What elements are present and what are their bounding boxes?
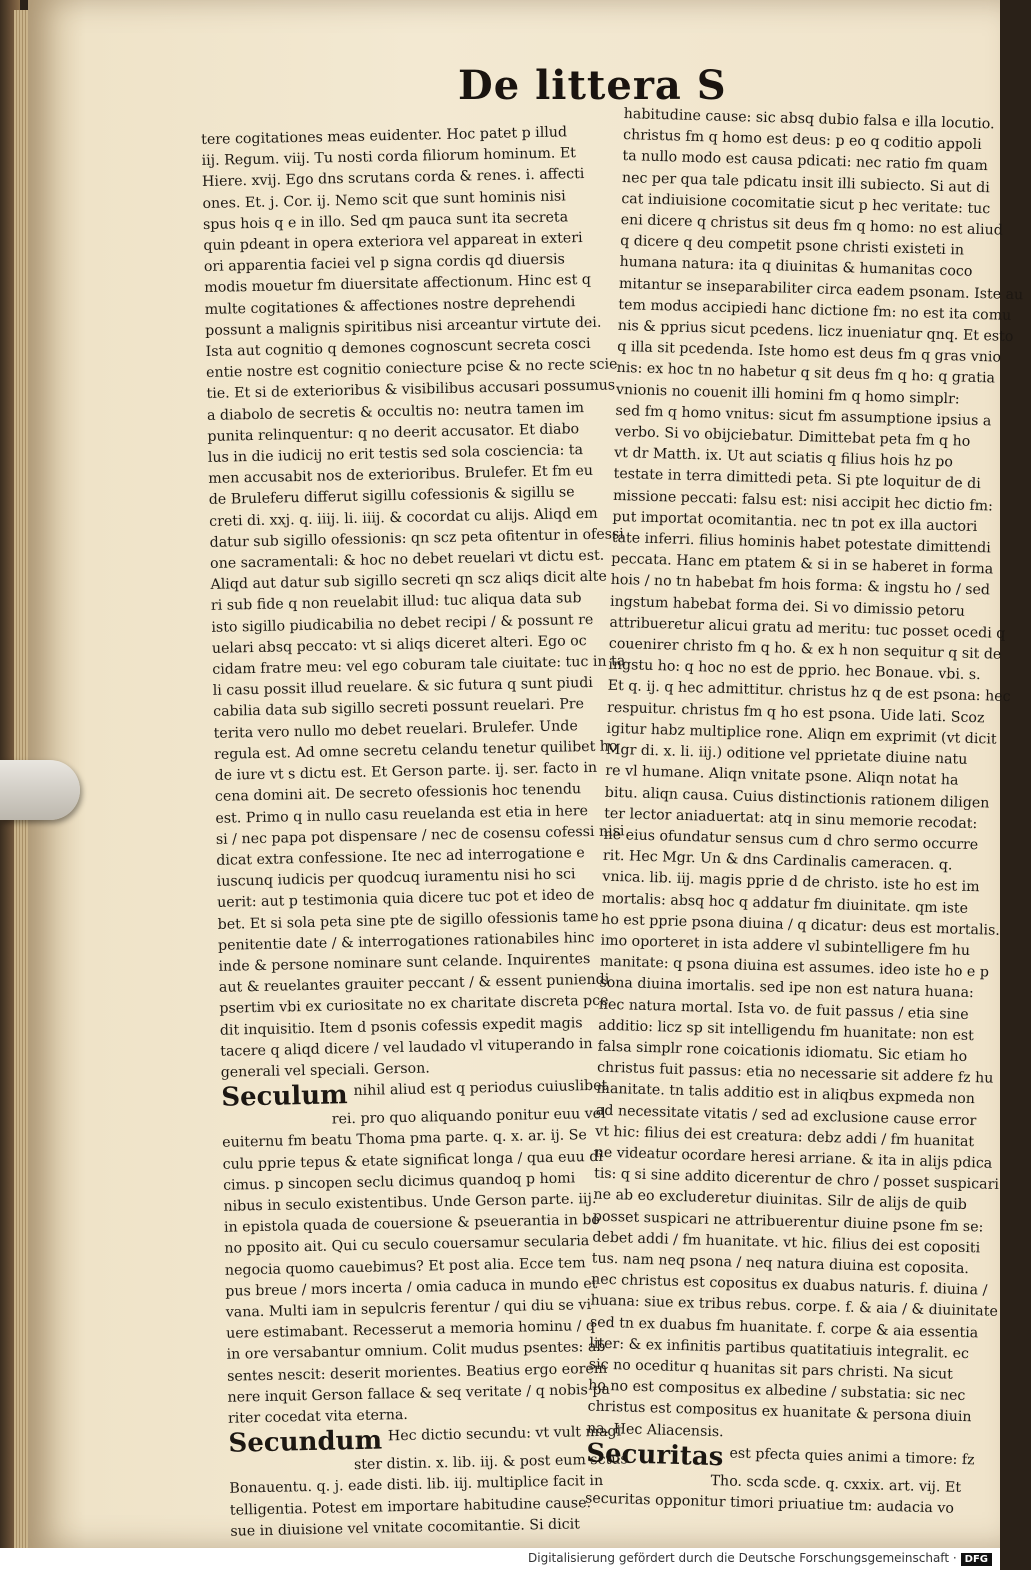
- text-line: attribueretur alicui gratu ad meritu: tuc posset ocedi q: [609, 614, 1006, 642]
- text-line: terita vero nullo mo debet reuelari. Brulefer. Unde: [213, 717, 578, 742]
- entry-secundum-first-line: Hec dictio secundu: vt vult magi: [387, 1423, 622, 1445]
- text-line: ter lector aniaduertat: atq in sinu memorie recodat:: [603, 805, 978, 832]
- text-line: culu pprie tepus & etate significat longa / qua euu di: [222, 1148, 604, 1173]
- text-line: vana. Multi iam in sepulcris ferentur / qui diu se vi: [225, 1297, 592, 1321]
- left-column-text-block: [201, 121, 631, 1084]
- text-line: imo oporteret in ista addere vl subintelligere fm hu: [600, 932, 971, 959]
- text-line: punita relinquentur: q no deerit accusator. Et diabo: [207, 420, 580, 445]
- text-line: regula est. Ad omne secretu celandu tenetur quilibet ho: [213, 738, 618, 763]
- text-line: Mgr di. x. li. iij.) oditione vel pprietate diuine natu: [605, 741, 968, 768]
- text-line: tis: q si sine addito dicerentur de chro / posset suspicari: [593, 1165, 1000, 1194]
- text-line: Aliqd aut datur sub sigillo secreti qn scz aliqs dicit alte: [210, 568, 607, 594]
- text-line: hois / no tn habebat fm hois forma: & ingstu ho / sed: [610, 572, 991, 599]
- text-line: telligentia. Potest em importare habitudine cause.: [229, 1494, 592, 1519]
- text-line: liter: & ex infinitis partibus quatitatiuis integralit. ec: [589, 1335, 970, 1362]
- text-line: bet. Et si sola peta sine pte de sigillo ofessionis tame: [217, 908, 599, 933]
- footer-credit: [528, 1551, 992, 1566]
- text-line: generali vel speciali. Gerson.: [220, 1060, 430, 1081]
- entry-securitas-second-line: Tho. scda scde. q. cxxix. art. vij. Et: [710, 1472, 962, 1496]
- text-line: ne ab eo excluderetur diuinitas. Silr de alijs de quib: [593, 1186, 968, 1214]
- text-line: in ore versabantur omnium. Colit mudus psentes: ab: [226, 1339, 606, 1364]
- text-line: habitudine cause: sic absq dubio falsa e illa locutio.: [623, 105, 995, 133]
- text-line: iuscunq iudicis per quodcuq iuramentu nisi ho sci: [216, 866, 576, 890]
- text-line: q illa sit pcedenda. Iste homo est deus fm q gras vnio: [616, 339, 1002, 366]
- text-line: iij. Regum. viij. Tu nosti corda filiorum hominum. Et: [201, 145, 577, 170]
- text-line: put importat ocomitantia. nec tn pot ex illa auctori: [612, 508, 978, 535]
- text-line: tacere q aliqd dicere / vel laudado vl vituperando in: [220, 1035, 593, 1060]
- text-line: cat indiuisione cocomitatie sicut p hec veritate: tuc: [621, 190, 991, 218]
- text-line: huana: siue ex tribus rebus. corpe. f. & aia / & diuinitate: [590, 1292, 999, 1321]
- text-line: cimus. p sincopen seclu dicimus quandoq p homi: [222, 1170, 576, 1194]
- right-column-text-block: [586, 104, 1024, 1449]
- text-line: ne eius ofundatur sensus cum d chro sermo occurre: [603, 826, 979, 854]
- right-column: [584, 104, 1024, 1520]
- text-line: dicat extra confessione. Ite nec ad interrogatione e: [216, 845, 585, 869]
- text-line: tem modus accipiedi hanc dictione fm: no est ita comu: [618, 296, 1012, 324]
- text-line: sic no oceditur q huanitas sit pars christi. Na sicut: [588, 1356, 953, 1383]
- text-line: cidam fratre meu: vel ego coburam tale ciuitate: tuc in ta: [212, 653, 626, 678]
- text-line: tie. Et si de exterioribus & visibilibus accusari possumus: [206, 377, 616, 403]
- text-line: sed tn ex duabus fm huanitate. f. corpe & aia essentia: [589, 1314, 979, 1341]
- text-line: tate inferri. filius hominis habet potestate dimittendi: [611, 529, 991, 557]
- text-line: Et q. ij. q hec admittitur. christus hz q de est psona: hec: [607, 678, 1011, 706]
- text-line: uerit: aut p testimonia quia dicere tuc pot et ideo de: [217, 887, 595, 912]
- text-line: vt dr Matth. ix. Ut aut sciatis q filius hois hz po: [614, 445, 954, 471]
- text-line: psertim vbi ex curiositate no ex charitate discreta pce: [219, 992, 609, 1018]
- text-line: entie nostre est cognitio coniecture pcise & no recte scie: [205, 356, 618, 382]
- text-line: na. Hec Aliacensis.: [586, 1420, 724, 1440]
- text-line: spus hois q e in illo. Sed qm pauca sunt ita secreta: [202, 209, 569, 233]
- entry-seculum-second-line: rei. pro quo aliquando ponitur euu vel: [331, 1105, 606, 1128]
- text-line: Hiere. xvij. Ego dns scrutans corda & renes. i. affecti: [201, 166, 585, 191]
- text-line: men accusabit nos de exterioribus. Brulefer. Et fm eu: [208, 463, 594, 488]
- text-line: uelari absq peccato: vt si aliqs diceret alteri. Ego oc: [211, 632, 587, 657]
- text-line: ne videatur ocordare heresi arriane. & ita in alijs pdica: [594, 1144, 993, 1172]
- text-line: creti di. xxj. q. iiij. li. iiij. & cocordat cu alijs. Aliqd em: [209, 505, 598, 530]
- text-line: one sacramentali: & hoc no debet reuelari vt dictu est.: [209, 547, 605, 572]
- text-line: datur sub sigillo ofessionis: qn scz peta ofitentur in ofessi: [209, 526, 624, 551]
- text-line: a diabolo de secretis & occultis no: neutra tamen im: [206, 399, 585, 424]
- text-line: modis mouetur fm diuersitate affectionum. Hinc est q: [204, 272, 592, 297]
- text-line: verbo. Si vo obijciebatur. Dimittebat peta fm q ho: [614, 423, 971, 450]
- text-line: ta nullo modo est causa pdicati: nec ratio fm quam: [622, 148, 989, 175]
- text-line: ri sub fide q non reuelabit illud: tuc aliqua data sub: [210, 590, 582, 615]
- text-line: sona diuina imortalis. sed ipe non est natura huana:: [599, 974, 975, 1002]
- text-line: lus in die iudicij no erit testis sed sola cosciencia: ta: [207, 442, 584, 466]
- text-line: couenirer christo fm q ho. & ex h non sequitur q sit de: [608, 635, 1002, 663]
- text-line: ingstu ho: q hoc no est de pprio. hec Bonaue. vbi. s.: [608, 657, 981, 684]
- text-line: est. Primo q in nullo casu reuelanda est etia in here: [215, 802, 589, 827]
- text-line: mortalis: absq hoc q addatur fm diuinitate. qm iste: [601, 890, 969, 917]
- text-line: si / nec papa pot dispensare / nec de cosensu cofessi nisi: [215, 822, 625, 848]
- text-line: mitantur se inseparabiliter circa eadem psonam. Iste au: [618, 275, 1024, 303]
- text-line: inde & persone nominare sunt celande. Inquirentes: [218, 950, 591, 975]
- text-line: dit inquisitio. Item d psonis cofessis expedit magis: [219, 1014, 583, 1039]
- text-line: ad necessitate vitatis / sed ad exclusione cause error: [595, 1102, 977, 1129]
- text-line: eni dicere q christus sit deus fm q homo: no est aliud: [620, 211, 1004, 239]
- entry-heading-secundum: Secundum: [228, 1425, 383, 1459]
- entry-secundum-second-line: ster distin. x. lib. iij. & post eum sctus: [353, 1451, 628, 1474]
- text-line: sue in diuisione vel vnitate cocomitantie. Si dicit: [230, 1516, 581, 1540]
- text-line: tus. nam neq psona / neq natura diuina est coposita.: [591, 1250, 970, 1278]
- text-line: posset suspicari ne attribuerentur diuine psone fm se:: [592, 1208, 984, 1236]
- text-line: de Bruleferu differut sigillu cofessionis & sigillu se: [208, 484, 575, 509]
- text-line: in epistola quada de couersione & pseuerantia in bo: [223, 1212, 601, 1236]
- text-line: nere inquit Gerson fallace & seq veritate / q nobis pa: [227, 1381, 610, 1406]
- text-line: de iure vt s dictu est. Et Gerson parte. ij. ser. facto in: [214, 759, 598, 784]
- text-line: nec christus est copositus ex duabus naturis. f. diuina /: [590, 1271, 988, 1299]
- text-line: nibus in seculo existentibus. Unde Gerson parte. iij.: [223, 1190, 597, 1215]
- text-line: falsa simplr rone coicationis idiomatu. Sic etiam ho: [597, 1038, 968, 1065]
- text-line: li casu possit illud reuelare. & sic futura q sunt piudi: [212, 675, 594, 700]
- text-line: isto sigillo piudicabilia no debet recipi / & possunt re: [211, 611, 594, 636]
- entry-heading-securitas: Securitas: [585, 1438, 724, 1473]
- text-line: additio: licz sp sit intelligendu fm huanitate: non est: [598, 1017, 975, 1044]
- text-line: possunt a malignis spiritibus nisi arceantur virtute dei.: [205, 314, 602, 339]
- text-line: vnica. lib. iij. magis pprie d de christo. iste ho est im: [602, 869, 980, 896]
- text-line: no pposito ait. Qui cu seculo couersamur secularia: [224, 1233, 590, 1258]
- text-line: securitas opponitur timori priuatiue tm: audacia vo: [584, 1490, 955, 1517]
- text-line: bitu. aliqn causa. Cuius distinctionis rationem diligen: [604, 784, 990, 811]
- text-line: cena domini ait. De secreto ofessionis hoc tenendu: [214, 781, 582, 806]
- text-line: sentes nescit: deserit morientes. Beatius ergo eorem: [226, 1360, 608, 1385]
- text-line: multe cogitationes & affectiones nostre deprehendi: [204, 293, 576, 318]
- text-line: nec per qua tale pdicatu insit illi subiecto. Si aut di: [621, 169, 990, 196]
- left-column-text-block: [222, 1125, 638, 1430]
- page-header: De littera S: [458, 62, 727, 109]
- text-line: rit. Hec Mgr. Un & dns Cardinalis cameracen. q.: [602, 847, 953, 874]
- text-line: peccata. Hanc em ptatem & si in se haberet in forma: [611, 551, 994, 578]
- text-line: testate in terra dimittedi peta. Si pte loquitur de di: [613, 466, 981, 493]
- text-line: missione peccati: falsu est: nisi accipit hec dictio fm:: [612, 487, 994, 515]
- text-line: christus fuit passus: etia no necessarie sit addere fz hu: [596, 1059, 994, 1087]
- bookmark-tab: [0, 760, 80, 820]
- text-line: nis: ex hoc tn no habetur q sit deus fm q ho: q gratia: [616, 360, 996, 387]
- text-line: nec natura mortal. Ista vo. de fuit passus / etia sine: [598, 996, 969, 1023]
- entry-seculum-first-line: nihil aliud est q periodus cuiuslibet: [353, 1077, 608, 1100]
- left-column-text-block: [229, 1471, 640, 1543]
- text-line: negocia quomo cauebimus? Et post alia. Ecce tem: [224, 1254, 586, 1279]
- text-line: riter cocedat vita eterna.: [227, 1406, 409, 1427]
- entry-heading-seculum: Seculum: [220, 1080, 348, 1113]
- text-line: aut & reuelantes grauiter peccant / & essent puniendi: [218, 971, 610, 996]
- text-line: vt hic: filius dei est creatura: debz addi / fm huanitat: [595, 1123, 975, 1150]
- text-line: manitate. tn talis additio est in aliqbus expmeda non: [596, 1080, 976, 1108]
- text-line: cabilia data sub sigillo secreti possunt reuelari. Pre: [213, 696, 585, 721]
- footer-credit-text: Digitalisierung gefördert durch die Deutsche Forschungsgemeinschaft ·: [528, 1551, 957, 1565]
- text-line: manitate: q psona diuina est assumes. ideo iste ho e p: [599, 953, 990, 981]
- text-line: q dicere q deu competit psone christi existeti in: [619, 233, 965, 259]
- entry-securitas-first-line: est pfecta quies animi a timore: fz: [729, 1445, 975, 1469]
- text-line: uere estimabant. Recesserut a memoria hominu / q: [226, 1318, 596, 1342]
- text-line: debet addi / fm huanitate. vt hic. filius dei est copositi: [592, 1229, 981, 1257]
- text-line: christus est compositus ex huanitate & persona diuin: [587, 1398, 972, 1426]
- text-line: euiternu fm beatu Thoma pma parte. q. x. ar. ij. Se: [222, 1127, 587, 1152]
- text-line: pus breue / mors incerta / omia caduca in mundo et: [225, 1275, 598, 1300]
- text-line: nis & pprius sicut pcedens. licz inueniatur qnq. Et esto: [617, 317, 1014, 345]
- text-line: humana natura: ita q diuinitas & humanitas coco: [619, 254, 973, 281]
- dfg-logo: DFG: [961, 1553, 992, 1566]
- text-line: igitur habz multiplice rone. Aliqn em exprimit (vt dicit: [606, 720, 997, 748]
- text-line: ones. Et. j. Cor. ij. Nemo scit que sunt hominis nisi: [202, 187, 566, 212]
- text-line: ho est pprie psona diuina / q dicatur: deus est mortalis.: [601, 911, 1001, 939]
- text-line: Ista aut cognitio q demones cognoscunt secreta cosci: [205, 335, 591, 360]
- text-line: respuitur. christus fm q ho est psona. Uide lati. Scoz: [606, 699, 985, 726]
- text-line: christus fm q homo est deus: p eo q coditio appoli: [622, 127, 982, 154]
- text-line: vnionis no couenit illi homini fm q homo simplr:: [615, 381, 960, 408]
- left-column: [201, 121, 641, 1542]
- text-line: ori apparentia faciei vel p signa cordis qd diuersis: [203, 251, 566, 276]
- text-line: penitentie date / & interrogationes rationabiles hinc: [217, 929, 595, 954]
- text-line: Bonauentu. q. j. eade disti. lib. iij. multiplice facit in: [229, 1473, 604, 1498]
- text-line: quin pdeant in opera exteriora vel appareat in exteri: [203, 230, 583, 254]
- text-line: tere cogitationes meas euidenter. Hoc patet p illud: [201, 124, 568, 148]
- scanned-page: [28, 0, 1024, 1548]
- text-line: ingstum habebat forma dei. Si vo dimissio petoru: [609, 593, 966, 620]
- text-line: ho no est compositus ex albedine / substatia: sic nec: [587, 1377, 966, 1405]
- text-line: re vl humane. Aliqn vnitate psone. Aliqn notat ha: [605, 763, 959, 789]
- text-line: sed fm q homo vnitus: sicut fm assumptione ipsius a: [615, 402, 992, 430]
